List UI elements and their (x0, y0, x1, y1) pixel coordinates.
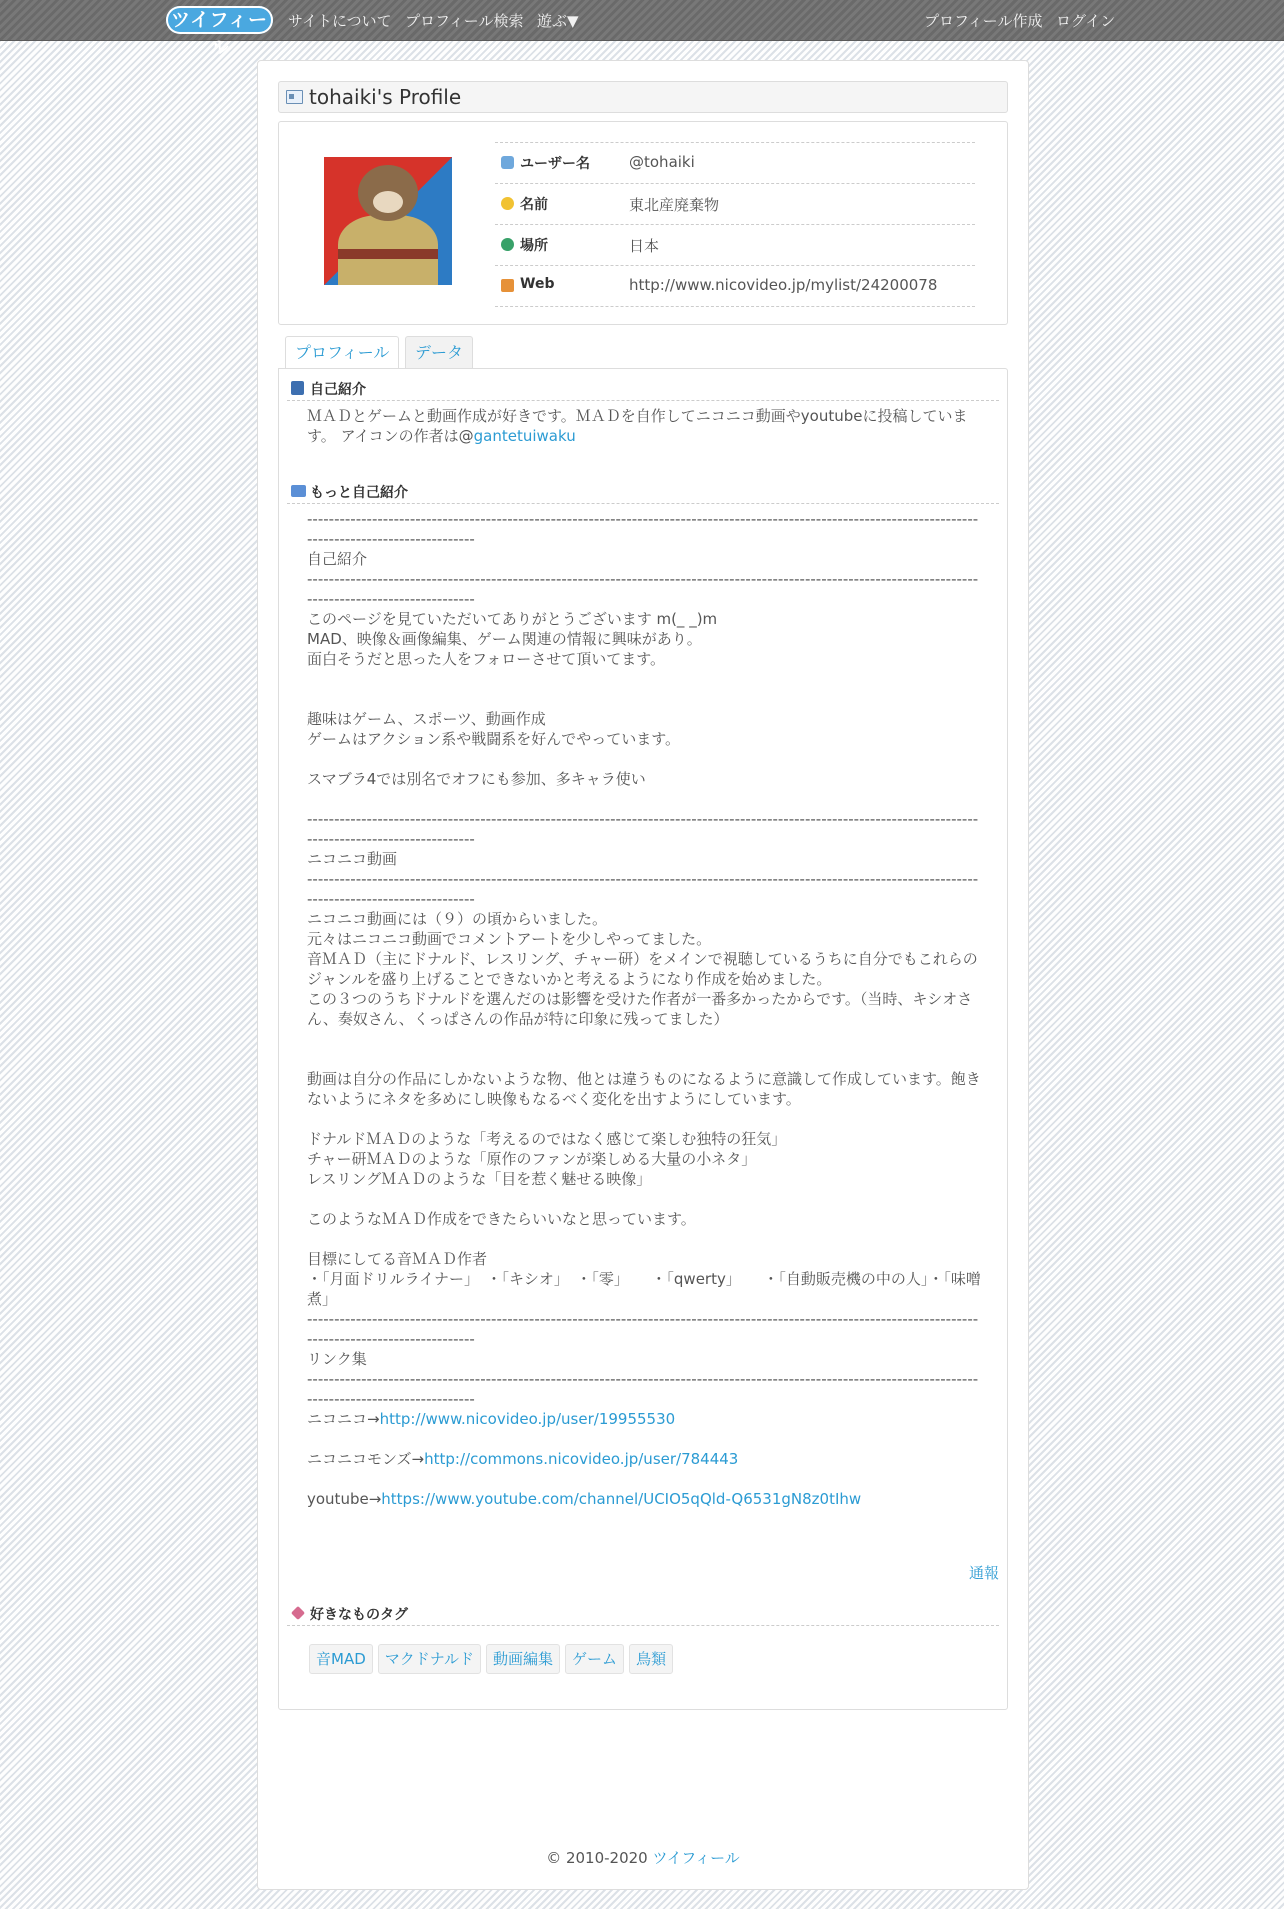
section-title: もっと自己紹介 (310, 485, 408, 501)
profile-info-table (495, 142, 975, 307)
profile-tab-panel (278, 368, 1008, 1710)
smiley-icon (501, 197, 514, 210)
tag-item[interactable]: 音MAD (309, 1644, 373, 1674)
speech-bubble-icon (501, 156, 514, 169)
tag-item[interactable]: マクドナルド (378, 1644, 481, 1674)
tab-profile[interactable]: プロフィール (285, 336, 399, 369)
id-card-icon (286, 90, 303, 104)
location-value: 日本 (629, 237, 660, 255)
info-row-location (495, 224, 975, 265)
profile-info-box (278, 121, 1008, 325)
more-intro-text (307, 509, 983, 1509)
globe-icon (501, 238, 514, 251)
info-row-username (495, 142, 975, 183)
username-link[interactable]: @tohaiki (629, 153, 695, 171)
info-label: ユーザー名 (520, 156, 590, 172)
link-item-commons (307, 1449, 983, 1469)
youtube-channel-link[interactable]: https://www.youtube.com/channel/UCIO5qQld-Q6531gN8z0tIhw (381, 1490, 862, 1508)
book-icon (291, 381, 304, 395)
intro-text (307, 406, 983, 446)
intro-body: ＭＡＤとゲームと動画作成が好きです。ＭＡＤを自作してニコニコ動画やyoutubeに投稿しています。 アイコンの作者は@ (307, 407, 968, 445)
link-prefix: ニコニコモンズ→ (307, 1450, 425, 1468)
link-prefix: ニコニコ→ (307, 1410, 380, 1428)
name-value: 東北産廃棄物 (629, 196, 720, 214)
profile-container (257, 60, 1029, 1890)
section-title: 好きなものタグ (310, 1607, 408, 1623)
favorite-tags-list (309, 1644, 678, 1674)
report-link[interactable]: 通報 (968, 1564, 999, 1582)
link-prefix: youtube→ (307, 1490, 382, 1508)
commons-user-link[interactable]: http://commons.nicovideo.jp/user/784443 (424, 1450, 739, 1468)
more-intro-section-header (287, 481, 999, 504)
open-book-icon (291, 485, 306, 497)
tags-section-header (287, 1603, 999, 1626)
footer (258, 1847, 1028, 1868)
tab-data[interactable]: データ (405, 336, 473, 369)
link-item-youtube (307, 1489, 983, 1509)
profile-title-bar (278, 81, 1008, 113)
info-label: 名前 (520, 197, 548, 213)
nav-about-link[interactable]: サイトについて (288, 12, 392, 30)
info-label: 場所 (520, 238, 548, 254)
footer-site-link[interactable]: ツイフィール (652, 1849, 740, 1867)
avatar (324, 157, 452, 285)
section-title: 自己紹介 (310, 382, 366, 398)
copyright-text: © 2010-2020 (546, 1849, 653, 1867)
intro-section-header (287, 378, 999, 401)
info-label: Web (520, 276, 555, 292)
niconico-user-link[interactable]: http://www.nicovideo.jp/user/19955530 (379, 1410, 676, 1428)
info-row-name (495, 183, 975, 224)
nav-play-dropdown[interactable]: 遊ぶ▼ (537, 12, 579, 30)
info-row-web (495, 265, 975, 307)
nav-profile-search-link[interactable]: プロフィール検索 (405, 12, 524, 30)
site-logo[interactable]: ツイフィール (166, 6, 273, 34)
nav-create-profile-link[interactable]: プロフィール作成 (924, 12, 1043, 30)
tag-item[interactable]: 動画編集 (486, 1644, 560, 1674)
page-title: tohaiki's Profile (309, 85, 462, 109)
tag-item[interactable]: 鳥類 (629, 1644, 673, 1674)
tag-item[interactable]: ゲーム (565, 1644, 624, 1674)
more-intro-body: ----------------------------------------------------------------------------------------------------------------------------------------------------------- 自己紹介 ----------------------------------------------------------------------------------------------------------------------------------------------------------- このページを見ていただいてありがとうございます m(_ _)m MAD、映像＆画像編集、ゲーム関連の情報に興味があり。 面白そうだと思った人をフォローさせて頂いてます。 趣味はゲーム、スポーツ、動画作成 ゲームはアクション系や戦闘系を好んでやっています。 スマブラ4では別名でオフにも参加、多キャラ使い ----------------------------------------------------------------------------------------------------------------------------------------------------------- ニコニコ動画 ----------------------------------------------------------------------------------------------------------------------------------------------------------- ニコニコ動画には（９）の頃からいました。 元々はニコニコ動画でコメントアートを少しやってました。 音ＭＡＤ（主にドナルド、レスリング、チャー研）をメインで視聴しているうちに自分でもこれらのジャンルを盛り上げることできないかと考えるようになり作成を始めました。 この３つのうちドナルドを選んだのは影響を受けた作者が一番多かったからです。（当時、キシオさん、奏奴さん、くっぱさんの作品が特に印象に残ってました） 動画は自分の作品にしかないような物、他とは違うものになるように意識して作成しています。飽きないようにネタを多めにし映像もなるべく変化を出すようにしています。 ドナルドＭＡＤのような「考えるのではなく感じて楽しむ独特の狂気」 チャー研ＭＡＤのような「原作のファンが楽しめる大量の小ネタ」 レスリングＭＡＤのような「目を惹く魅せる映像」 このようなＭＡＤ作成をできたらいいなと思っています。 目標にしてる音ＭＡＤ作者 ・「月面ドリルライナー」 ・「キシオ」 ・「零」 ・「qwerty」 ・「自動販売機の中の人」・「味噌煮」 ----------------------------------------------------------------------------------------------------------------------------------------------------------- リンク集 ----------------------------------------------------------------------------------------------------------------------------------------------------------- (307, 510, 981, 1408)
link-item-niconico (307, 1409, 983, 1429)
top-navbar (0, 0, 1284, 59)
web-link[interactable]: http://www.nicovideo.jp/mylist/24200078 (629, 276, 938, 294)
nav-login-link[interactable]: ログイン (1056, 12, 1116, 30)
icon-author-link[interactable]: gantetuiwaku (473, 427, 576, 445)
home-icon (501, 279, 514, 292)
tag-icon (291, 1606, 305, 1620)
